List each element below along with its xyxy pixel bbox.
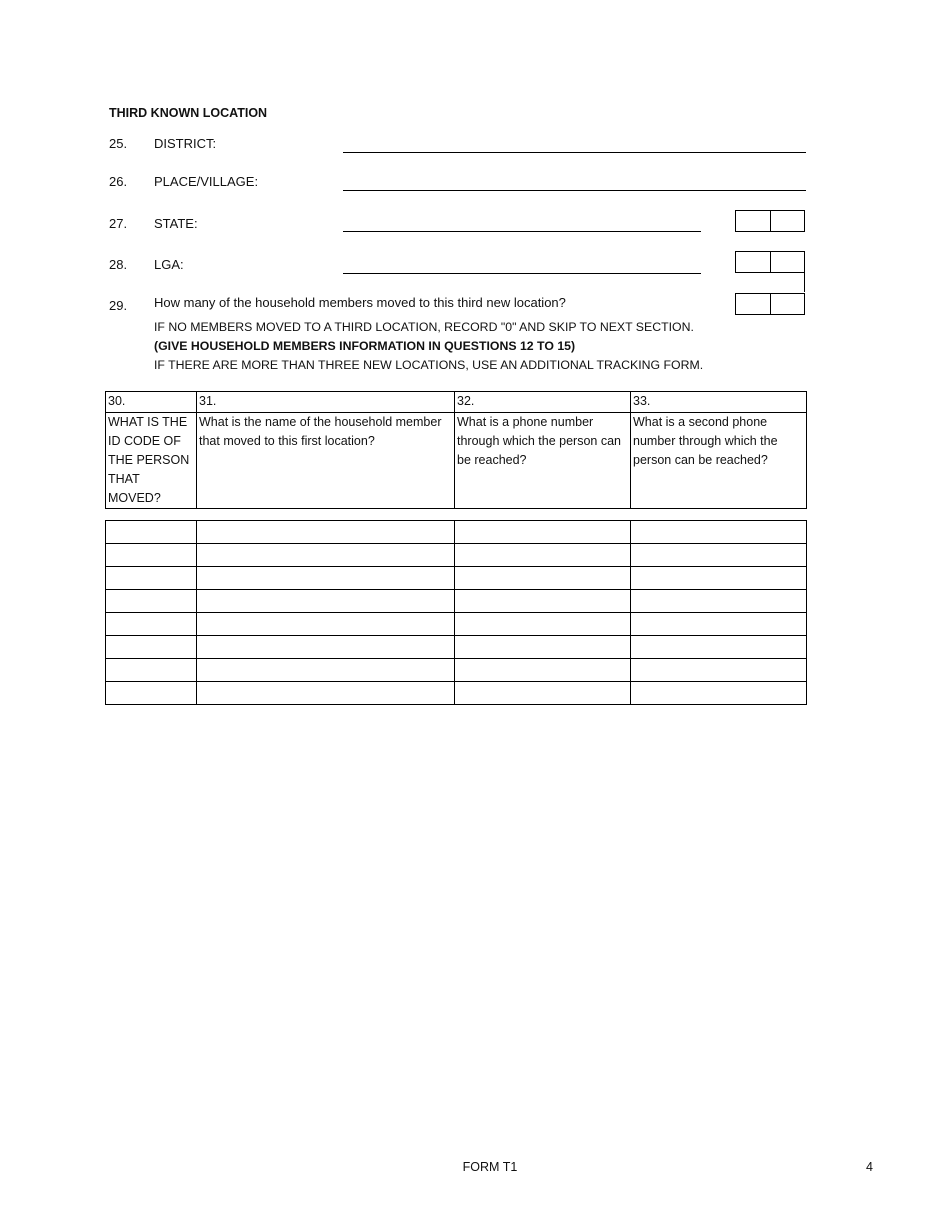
answer-cell-id-code[interactable] <box>106 613 197 636</box>
question-27-number: 27. <box>109 216 128 231</box>
question-28-label: LGA: <box>154 257 184 272</box>
answer-cell-name[interactable] <box>197 544 455 567</box>
answer-cell-phone-2[interactable] <box>631 567 807 590</box>
district-answer-line[interactable] <box>343 152 806 153</box>
table-row <box>106 659 807 682</box>
answer-cell-phone-2[interactable] <box>631 636 807 659</box>
lga-answer-line[interactable] <box>343 273 701 274</box>
answer-cell-phone-1[interactable] <box>455 521 631 544</box>
members-header-table <box>105 391 807 509</box>
column-31-number: 31. <box>197 392 455 413</box>
column-33-question: What is a second phone number through which the person can be reached? <box>631 413 807 509</box>
table-row <box>106 544 807 567</box>
place-village-answer-line[interactable] <box>343 190 806 191</box>
section-title: THIRD KNOWN LOCATION <box>109 106 268 120</box>
answer-cell-id-code[interactable] <box>106 544 197 567</box>
column-33-number: 33. <box>631 392 807 413</box>
question-27-label: STATE: <box>154 216 198 231</box>
members-answer-grid <box>105 520 807 705</box>
question-29-label: How many of the household members moved to this third new location? <box>154 295 566 310</box>
answer-cell-phone-2[interactable] <box>631 590 807 613</box>
answer-cell-phone-1[interactable] <box>455 544 631 567</box>
table-row <box>106 590 807 613</box>
lga-code-boxes[interactable] <box>735 251 805 273</box>
question-25-number: 25. <box>109 136 128 151</box>
answer-cell-id-code[interactable] <box>106 567 197 590</box>
table-row <box>106 682 807 705</box>
form-name: FORM T1 <box>462 1160 518 1174</box>
answer-cell-name[interactable] <box>197 567 455 590</box>
page-number: 4 <box>866 1160 873 1174</box>
column-30-number: 30. <box>106 392 197 413</box>
instruction-skip: IF NO MEMBERS MOVED TO A THIRD LOCATION, RECORD "0" AND SKIP TO NEXT SECTION. <box>154 320 694 334</box>
question-29-number: 29. <box>109 298 128 313</box>
answer-cell-phone-1[interactable] <box>455 682 631 705</box>
answer-cell-name[interactable] <box>197 521 455 544</box>
answer-cell-name[interactable] <box>197 659 455 682</box>
answer-cell-phone-1[interactable] <box>455 567 631 590</box>
answer-cell-phone-2[interactable] <box>631 659 807 682</box>
members-moved-digit-2[interactable] <box>770 294 805 314</box>
column-30-question: WHAT IS THE ID CODE OF THE PERSON THAT MOVED? <box>106 413 197 509</box>
instruction-give-info: (GIVE HOUSEHOLD MEMBERS INFORMATION IN QUESTIONS 12 TO 15) <box>154 339 576 353</box>
answer-cell-name[interactable] <box>197 613 455 636</box>
answer-cell-phone-1[interactable] <box>455 659 631 682</box>
members-moved-digit-1[interactable] <box>736 294 770 314</box>
answer-cell-phone-2[interactable] <box>631 521 807 544</box>
state-code-digit-1[interactable] <box>736 211 770 231</box>
members-moved-boxes[interactable] <box>735 293 805 315</box>
table-row <box>106 613 807 636</box>
table-row <box>106 636 807 659</box>
answer-cell-phone-1[interactable] <box>455 613 631 636</box>
answer-cell-name[interactable] <box>197 636 455 659</box>
table-row <box>106 521 807 544</box>
answer-cell-id-code[interactable] <box>106 521 197 544</box>
answer-cell-phone-2[interactable] <box>631 613 807 636</box>
question-26-number: 26. <box>109 174 128 189</box>
answer-cell-id-code[interactable] <box>106 636 197 659</box>
question-26-label: PLACE/VILLAGE: <box>154 174 259 189</box>
instruction-additional-form: IF THERE ARE MORE THAN THREE NEW LOCATIONS, USE AN ADDITIONAL TRACKING FORM. <box>154 358 704 372</box>
lga-code-digit-2[interactable] <box>770 252 805 272</box>
column-31-question: What is the name of the household member that moved to this first location? <box>197 413 455 509</box>
answer-cell-id-code[interactable] <box>106 682 197 705</box>
table-row <box>106 567 807 590</box>
answer-cell-name[interactable] <box>197 590 455 613</box>
column-32-number: 32. <box>455 392 631 413</box>
question-25-label: DISTRICT: <box>154 136 217 151</box>
state-code-boxes[interactable] <box>735 210 805 232</box>
column-32-question: What is a phone number through which the person can be reached? <box>455 413 631 509</box>
answer-cell-phone-2[interactable] <box>631 682 807 705</box>
answer-cell-phone-1[interactable] <box>455 636 631 659</box>
state-answer-line[interactable] <box>343 231 701 232</box>
lga-code-digit-1[interactable] <box>736 252 770 272</box>
answer-cell-id-code[interactable] <box>106 590 197 613</box>
answer-cell-phone-1[interactable] <box>455 590 631 613</box>
answer-cell-name[interactable] <box>197 682 455 705</box>
instructions-block <box>154 318 703 375</box>
answer-cell-phone-2[interactable] <box>631 544 807 567</box>
box-connector <box>804 272 805 292</box>
answer-cell-id-code[interactable] <box>106 659 197 682</box>
question-28-number: 28. <box>109 257 128 272</box>
state-code-digit-2[interactable] <box>770 211 805 231</box>
